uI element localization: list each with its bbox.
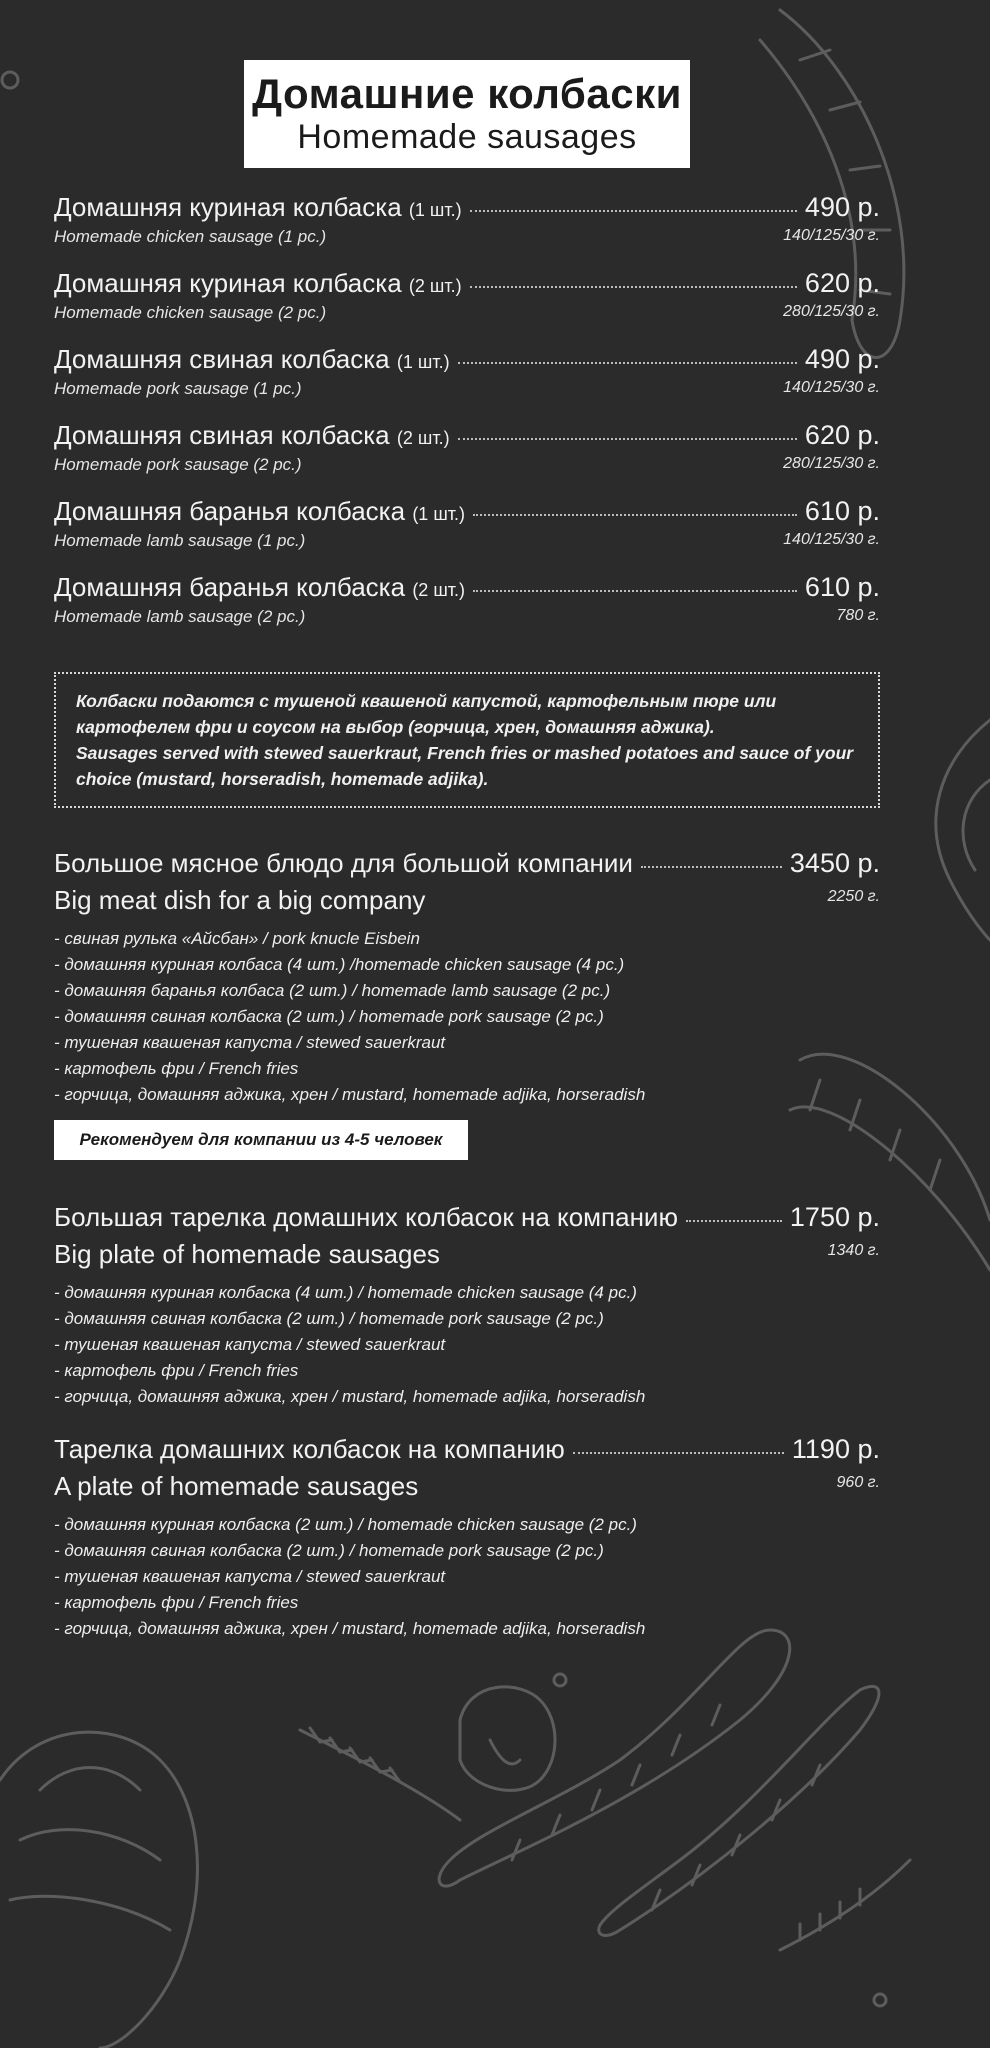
- ingredient: - горчица, домашняя аджика, хрен / mustard, homemade adjika, horseradish: [54, 1085, 646, 1104]
- item-name-en: Homemade chicken sausage (2 pc.): [54, 303, 327, 322]
- ingredient-list: [54, 926, 880, 1108]
- ingredient: - тушеная квашеная капуста / stewed sauerkraut: [54, 1567, 446, 1586]
- dish-weight: 960 г.: [836, 1474, 880, 1491]
- item-name-en: Homemade lamb sausage (2 pc.): [54, 607, 306, 626]
- ingredient: - картофель фри / French fries: [54, 1361, 299, 1380]
- item-name-en: Homemade lamb sausage (1 pc.): [54, 531, 306, 550]
- leader-dots: [458, 437, 797, 440]
- item-weight: 280/125/30 г.: [783, 455, 880, 472]
- item-name-en: Homemade pork sausage (1 pc.): [54, 379, 302, 398]
- dish-name-en: A plate of homemade sausages: [54, 1471, 419, 1501]
- serving-note-en: Sausages served with stewed sauerkraut, French fries or mashed potatoes and sauce of your choice (mustard, horseradish, homemade adjika).: [76, 743, 854, 789]
- ingredient: - тушеная квашеная капуста / stewed sauerkraut: [54, 1033, 446, 1052]
- dish-price: 3450 р.: [789, 848, 880, 878]
- ingredient: - домашняя свиная колбаска (2 шт.) / homemade pork sausage (2 pc.): [54, 1541, 604, 1560]
- item-price: 490 р.: [804, 192, 880, 222]
- recommendation-badge: Рекомендуем для компании из 4-5 человек: [54, 1120, 468, 1160]
- ingredient: - домашняя куриная колбаска (2 шт.) / homemade chicken sausage (2 pc.): [54, 1515, 637, 1534]
- item-name-ru: Домашняя баранья колбаска (2 шт.): [54, 572, 466, 602]
- menu-item: [54, 344, 880, 399]
- ingredient: - свиная рулька «Айсбан» / pork knucle Eisbein: [54, 929, 420, 948]
- item-price: 610 р.: [804, 496, 880, 526]
- menu-item: [54, 572, 880, 627]
- ingredient-list: [54, 1280, 880, 1410]
- item-weight: 280/125/30 г.: [783, 303, 880, 320]
- set-dish: [54, 848, 880, 1108]
- item-weight: 140/125/30 г.: [783, 227, 880, 244]
- dish-price: 1190 р.: [791, 1434, 880, 1464]
- item-name-en: Homemade pork sausage (2 pc.): [54, 455, 302, 474]
- item-name-ru: Домашняя свиная колбаска (2 шт.): [54, 420, 450, 450]
- leader-dots: [641, 865, 782, 868]
- item-price: 620 р.: [804, 420, 880, 450]
- menu-item: [54, 420, 880, 475]
- dish-price: 1750 р.: [789, 1202, 880, 1232]
- set-dish: [54, 1434, 880, 1642]
- item-name-ru: Домашняя баранья колбаска (1 шт.): [54, 496, 466, 526]
- set-dish: [54, 1202, 880, 1410]
- leader-dots: [473, 589, 797, 592]
- ingredient: - картофель фри / French fries: [54, 1059, 299, 1078]
- item-name-en: Homemade chicken sausage (1 pc.): [54, 227, 327, 246]
- ingredient: - горчица, домашняя аджика, хрен / mustard, homemade adjika, horseradish: [54, 1387, 646, 1406]
- section-title-ru: Домашние колбаски: [252, 70, 682, 117]
- item-weight: 140/125/30 г.: [783, 531, 880, 548]
- leader-dots: [458, 361, 797, 364]
- ingredient: - домашняя куриная колбаска (4 шт.) / homemade chicken sausage (4 pc.): [54, 1283, 637, 1302]
- dish-name-en: Big meat dish for a big company: [54, 885, 426, 915]
- item-price: 620 р.: [804, 268, 880, 298]
- section-title-box: [244, 60, 690, 168]
- ingredient: - картофель фри / French fries: [54, 1593, 299, 1612]
- item-name-ru: Домашняя куриная колбаска (2 шт.): [54, 268, 462, 298]
- serving-note-ru: Колбаски подаются с тушеной квашеной капустой, картофельным пюре или картофелем фри и соусом на выбор (горчица, хрен, домашняя аджика).: [76, 691, 777, 737]
- dish-weight: 1340 г.: [827, 1242, 880, 1259]
- dish-weight: 2250 г.: [827, 888, 880, 905]
- ingredient: - домашняя свиная колбаска (2 шт.) / homemade pork sausage (2 pc.): [54, 1309, 604, 1328]
- ingredient: - домашняя куриная колбаса (4 шт.) /homemade chicken sausage (4 pc.): [54, 955, 625, 974]
- dish-name-ru: Большое мясное блюдо для большой компании: [54, 848, 633, 878]
- leader-dots: [686, 1219, 782, 1222]
- item-price: 490 р.: [804, 344, 880, 374]
- ingredient: - домашняя свиная колбаска (2 шт.) / homemade pork sausage (2 pc.): [54, 1007, 604, 1026]
- dish-name-ru: Тарелка домашних колбасок на компанию: [54, 1434, 565, 1464]
- leader-dots: [470, 209, 797, 212]
- ingredient: - домашняя баранья колбаса (2 шт.) / homemade lamb sausage (2 pc.): [54, 981, 611, 1000]
- section-title-en: Homemade sausages: [297, 118, 637, 156]
- item-weight: 140/125/30 г.: [783, 379, 880, 396]
- serving-note-box: [54, 672, 880, 808]
- item-weight: 780 г.: [836, 607, 880, 624]
- item-name-ru: Домашняя куриная колбаска (1 шт.): [54, 192, 462, 222]
- leader-dots: [573, 1451, 784, 1454]
- menu-item: [54, 192, 880, 247]
- menu-item: [54, 268, 880, 323]
- menu-item: [54, 496, 880, 551]
- ingredient: - тушеная квашеная капуста / stewed sauerkraut: [54, 1335, 446, 1354]
- ingredient: - горчица, домашняя аджика, хрен / mustard, homemade adjika, horseradish: [54, 1619, 646, 1638]
- leader-dots: [473, 513, 797, 516]
- ingredient-list: [54, 1512, 880, 1642]
- leader-dots: [470, 285, 797, 288]
- dish-name-ru: Большая тарелка домашних колбасок на компанию: [54, 1202, 678, 1232]
- dish-name-en: Big plate of homemade sausages: [54, 1239, 440, 1269]
- item-name-ru: Домашняя свиная колбаска (1 шт.): [54, 344, 450, 374]
- item-price: 610 р.: [804, 572, 880, 602]
